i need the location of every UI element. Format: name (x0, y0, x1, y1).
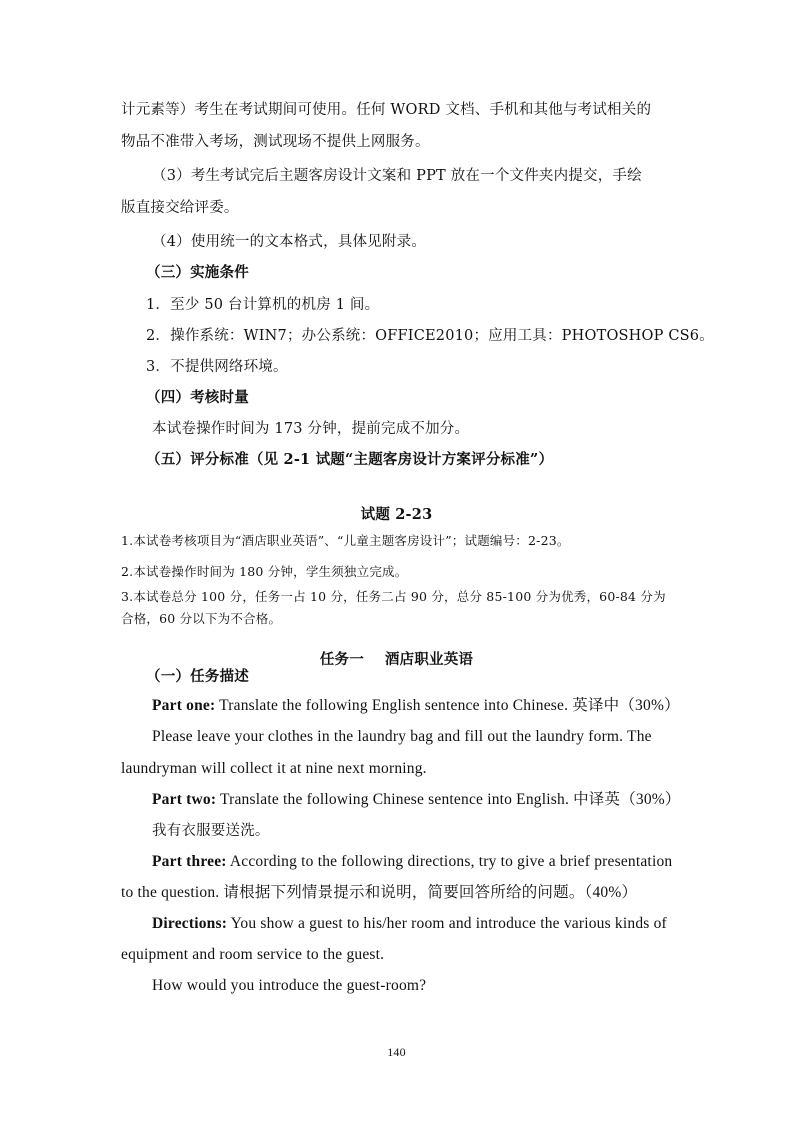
part-three-instruction: According to the following directions, try to give a brief presentation (226, 853, 673, 870)
exam-note-3-line-2: 合格，60 分以下为不合格。 (121, 611, 282, 626)
directions-line-2: equipment and room service to the guest. (121, 946, 385, 963)
section-4-text: 本试卷操作时间为 173 分钟，提前完成不加分。 (152, 421, 470, 437)
task-1-heading: （一）任务描述 (146, 668, 249, 685)
section-3-item-1: 1．至少 50 台计算机的机房 1 间。 (146, 297, 380, 313)
part-two-instruction: Translate the following Chinese sentence into English. 中译英（30%） (216, 791, 681, 808)
exam-note-2: 2.本试卷操作时间为 180 分钟，学生须独立完成。 (121, 564, 408, 579)
task-1-title: 任务一 酒店职业英语 (319, 651, 474, 668)
part-three-line (152, 853, 672, 871)
intro-item-3-line-1: （3）考生考试完后主题客房设计文案和 PPT 放在一个文件夹内提交，手绘 (152, 168, 642, 184)
intro-item-4: （4）使用统一的文本格式，具体见附录。 (152, 234, 427, 250)
part-one-sentence-line-2: laundryman will collect it at nine next morning. (121, 760, 427, 777)
part-two-sentence: 我有衣服要送洗。 (152, 823, 270, 839)
section-3-heading: （三）实施条件 (146, 264, 249, 281)
section-5-heading: （五）评分标准（见 2-1 试题“主题客房设计方案评分标准”） (146, 451, 554, 468)
exam-note-1: 1.本试卷考核项目为“酒店职业英语”、“儿童主题客房设计”；试题编号：2-23。 (121, 533, 570, 548)
section-3-item-2: 2．操作系统：WIN7；办公系统：OFFICE2010；应用工具：PHOTOSHOP CS6。 (146, 328, 714, 344)
exam-title: 试题 2-23 (360, 506, 433, 523)
part-three-line-2: to the question. 请根据下列情景提示和说明，简要回答所给的问题。（40%） (121, 884, 638, 901)
directions-text: You show a guest to his/her room and introduce the various kinds of (227, 915, 667, 932)
section-3-item-3: 3．不提供网络环境。 (146, 359, 288, 375)
intro-item-3-line-2: 版直接交给评委。 (121, 200, 239, 216)
section-4-heading: （四）考核时量 (146, 389, 249, 406)
part-one-label: Part one: (152, 697, 216, 714)
intro-line-1: 计元素等）考生在考试期间可使用。任何 WORD 文档、手机和其他与考试相关的 (121, 102, 652, 118)
part-two-line (152, 791, 681, 809)
part-one-line (152, 697, 680, 715)
part-two-label: Part two: (152, 791, 217, 808)
directions-label: Directions: (152, 915, 228, 932)
part-one-sentence-line-1: Please leave your clothes in the laundry bag and fill out the laundry form. The (152, 728, 652, 745)
exam-note-3-line-1: 3.本试卷总分 100 分，任务一占 10 分，任务二占 90 分，总分 85-100 分为优秀，60-84 分为 (121, 589, 666, 604)
page-number: 140 (387, 1045, 406, 1059)
directions-line (152, 915, 667, 933)
question-text: How would you introduce the guest-room? (152, 977, 427, 994)
part-three-label: Part three: (152, 853, 227, 870)
intro-line-2: 物品不准带入考场，测试现场不提供上网服务。 (121, 134, 430, 150)
part-one-instruction: Translate the following English sentence into Chinese. 英译中（30%） (215, 697, 680, 714)
